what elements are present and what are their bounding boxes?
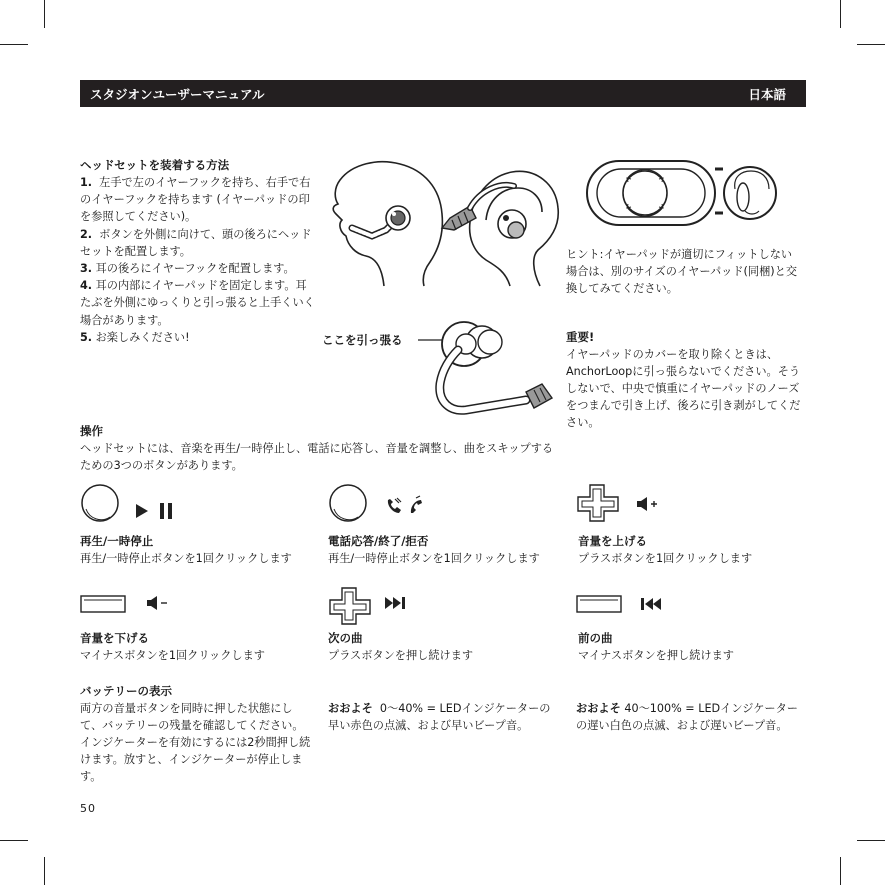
eartip-illustration xyxy=(583,155,778,235)
phone-call-icon xyxy=(385,497,425,517)
step-text: 耳の後ろにイヤーフックを配置します。 xyxy=(95,262,295,276)
plus-button-icon xyxy=(328,586,374,626)
function-description: 再生/一時停止ボタンを1回クリックします xyxy=(80,552,292,565)
crop-mark-bottom-left-v xyxy=(44,857,45,885)
operation-text: ヘッドセットには、音楽を再生/一時停止し、電話に応答し、音量を調整し、曲をスキップするための3つのボタンがあります。 xyxy=(80,442,554,472)
function-title: 音量を上げる xyxy=(578,534,647,548)
function-description: プラスボタンを1回クリックします xyxy=(578,552,753,565)
battery-high-label: おおよそ xyxy=(576,702,621,715)
previous-track-icon xyxy=(640,597,664,611)
function-description: マイナスボタンを押し続けます xyxy=(578,649,734,662)
function-description: プラスボタンを押し続けます xyxy=(328,649,474,662)
important-heading: 重要! xyxy=(566,330,595,344)
battery-high-indicator xyxy=(576,700,808,734)
anchorloop-illustration xyxy=(430,318,560,420)
step-item xyxy=(80,260,316,277)
battery-section xyxy=(80,683,313,785)
function-volume-up xyxy=(578,533,818,567)
step-item xyxy=(80,174,316,226)
battery-text: 両方の音量ボタンを同時に押した状態にして、バッテリーの残量を確認してください。インジケーターを有効にするには2秒間押し続けます。放すと、インジケーターが停止します。 xyxy=(80,702,311,783)
minus-button-icon xyxy=(576,594,624,614)
crop-mark-top-right-h xyxy=(857,44,885,45)
function-title: 音量を下げる xyxy=(80,631,149,645)
crop-mark-bottom-right-v xyxy=(840,857,841,885)
step-text: ボタンを外側に向けて、頭の後ろにヘッドセットを配置します。 xyxy=(80,227,312,258)
header-title: スタジオンユーザーマニュアル xyxy=(90,87,265,102)
step-item xyxy=(80,329,316,346)
battery-low-text: 0〜40% = LEDインジケーターの早い赤色の点滅、および早いビープ音。 xyxy=(328,702,551,732)
crop-mark-bottom-left-h xyxy=(0,840,28,841)
play-pause-icon xyxy=(134,502,178,520)
pull-here-label: ここを引っ張る xyxy=(322,333,403,347)
wearing-heading: ヘッドセットを装着する方法 xyxy=(80,158,230,172)
function-title: 次の曲 xyxy=(328,631,363,645)
operation-heading: 操作 xyxy=(80,424,103,438)
plus-button-icon xyxy=(576,483,622,523)
step-number: 3. xyxy=(80,262,93,276)
crop-mark-bottom-right-h xyxy=(857,840,885,841)
round-button-icon xyxy=(328,483,370,523)
step-text: 左手で左のイヤーフックを持ち、右手で右のイヤーフックを持ちます (イヤーパッドの印を参照してください)。 xyxy=(80,176,311,224)
function-title: 電話応答/終了/拒否 xyxy=(328,534,429,548)
operation-section xyxy=(80,423,558,474)
wearing-section xyxy=(80,157,316,346)
header-language: 日本語 xyxy=(748,87,786,102)
step-text: お楽しみください! xyxy=(95,330,190,344)
volume-up-icon xyxy=(636,496,660,512)
function-play-pause xyxy=(80,533,320,567)
function-description: 再生/一時停止ボタンを1回クリックします xyxy=(328,552,540,565)
function-volume-down xyxy=(80,630,320,664)
function-description: マイナスボタンを1回クリックします xyxy=(80,649,265,662)
next-track-icon xyxy=(384,596,408,610)
crop-mark-top-left-v xyxy=(44,0,45,28)
ear-illustration xyxy=(440,160,560,288)
important-section xyxy=(566,329,806,431)
header-bar xyxy=(80,80,806,107)
step-number: 1. xyxy=(80,176,93,189)
function-previous-track xyxy=(578,630,818,664)
volume-down-icon xyxy=(146,595,170,611)
battery-low-label: おおよそ xyxy=(328,702,373,715)
important-text: イヤーパッドのカバーを取り除くときは、AnchorLoopに引っ張らないでください。そうしないで、中央で慎重にイヤーパッドのノーズをつまんで引き上げ、後ろに引き剥がしてください。 xyxy=(566,348,801,429)
step-text: 耳の内部にイヤーパッドを固定します。耳たぶを外側にゆっくりと引っ張ると上手くいく場合があります。 xyxy=(80,279,315,327)
function-title: 前の曲 xyxy=(578,631,613,645)
round-button-icon xyxy=(80,483,122,523)
page-number: 50 xyxy=(80,802,96,815)
wearing-steps xyxy=(80,174,316,346)
tip-text: ヒント:イヤーパッドが適切にフィットしない場合は、別のサイズのイヤーパッド(同梱)と交換してみてください。 xyxy=(566,248,798,295)
minus-button-icon xyxy=(80,594,128,614)
step-item xyxy=(80,277,316,329)
battery-low-indicator xyxy=(328,700,560,734)
crop-mark-top-left-h xyxy=(0,44,28,45)
function-next-track xyxy=(328,630,568,664)
step-number: 4. xyxy=(80,279,93,293)
step-number: 2. xyxy=(80,227,93,241)
battery-heading: バッテリーの表示 xyxy=(80,684,172,698)
battery-high-text: 40〜100% = LEDインジケーターの遅い白色の点滅、および遅いビープ音。 xyxy=(576,702,798,732)
head-illustration xyxy=(326,158,448,288)
step-number: 5. xyxy=(80,330,93,344)
function-call xyxy=(328,533,568,567)
crop-mark-top-right-v xyxy=(840,0,841,28)
step-item xyxy=(80,226,316,260)
function-title: 再生/一時停止 xyxy=(80,534,154,548)
